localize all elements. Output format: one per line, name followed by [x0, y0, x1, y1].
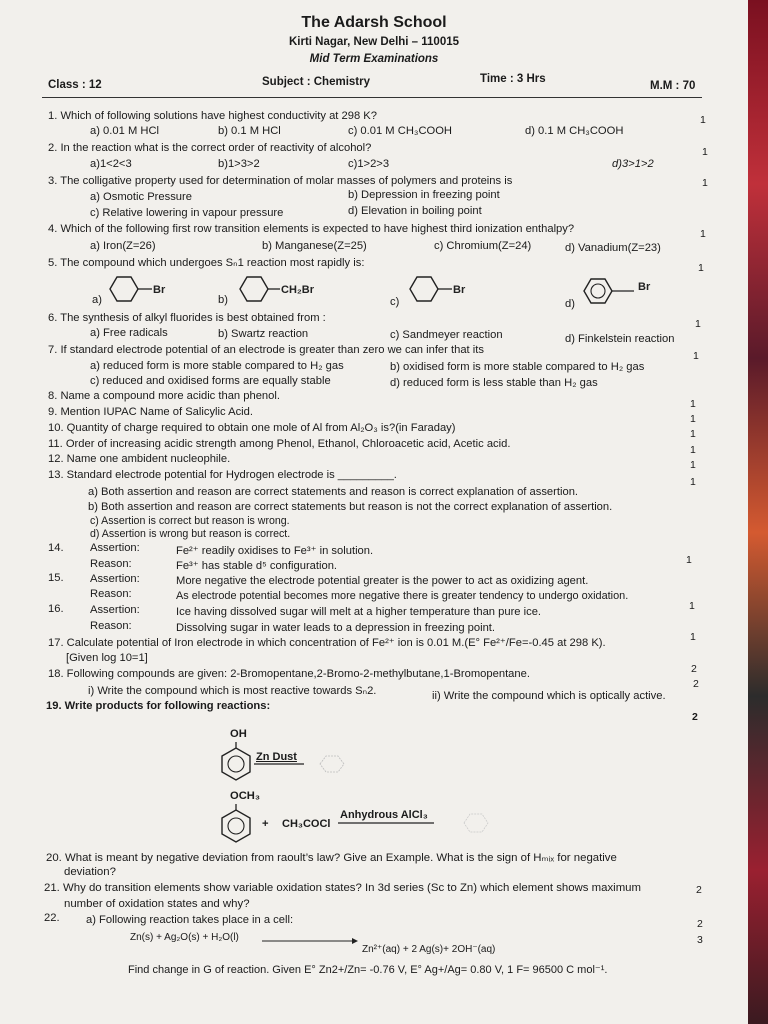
q15-number: 15. [48, 572, 64, 584]
sketch-mark-icon [314, 752, 350, 776]
q22-marks-a: 2 [697, 918, 703, 930]
q3-option-b: b) Depression in freezing point [348, 189, 500, 201]
q14-reason-text: Fe³⁺ has stable d⁵ configuration. [176, 560, 338, 572]
q5-option-b: b) [218, 294, 228, 306]
q22-reactants: Zn(s) + Ag₂O(s) + H₂O(l) [130, 932, 239, 943]
question-21: 21. Why do transition elements show variable oxidation states? In 3d series (Sc to Zn) which element shows maximum [44, 882, 642, 894]
question-17: 17. Calculate potential of Iron electrode in which concentration of Fe²⁺ ion is 0.01 M.(E° Fe²⁺/Fe=-0.45 at 298 K). [48, 637, 606, 649]
q5-c-substituent: Br [453, 284, 466, 296]
q15-marks: 1 [689, 600, 695, 612]
bromobenzene-structure [578, 274, 668, 308]
question-19: 19. Write products for following reactions: [46, 700, 271, 712]
q7-option-c: c) reduced and oxidised forms are equally stable [90, 375, 331, 387]
q2-option-c: c)1>2>3 [348, 158, 390, 170]
reaction-plus: + [262, 818, 269, 830]
question-9: 9. Mention IUPAC Name of Salicylic Acid. [48, 406, 253, 418]
q22-products: Zn²⁺(aq) + 2 Ag(s)+ 2OH⁻(aq) [362, 944, 496, 955]
school-name: The Adarsh School [301, 14, 447, 31]
question-13: 13. Standard electrode potential for Hydrogen electrode is _________. [48, 469, 397, 481]
question-4: 4. Which of the following first row transition elements is expected to have highest third ionization enthalpy? [48, 223, 575, 235]
q5-option-a: a) [92, 294, 102, 306]
max-marks-label: M.M : 70 [650, 80, 696, 92]
q1-marks: 1 [700, 114, 706, 126]
q16-reason-label: Reason: [90, 620, 132, 632]
class-label: Class : 12 [48, 79, 102, 91]
question-7: 7. If standard electrode potential of an electrode is greater than zero we can infer that its [48, 344, 484, 356]
q22-part-a: a) Following reaction takes place in a cell: [86, 914, 294, 926]
q18-marks-i: 2 [691, 663, 697, 675]
q6-marks: 1 [695, 318, 701, 330]
q2-option-d: d)3>1>2 [612, 158, 654, 170]
q3-option-a: a) Osmotic Pressure [90, 191, 192, 203]
q15-assertion-text: More negative the electrode potential greater is the power to act as oxidizing agent. [176, 575, 589, 587]
q15-reason-text: As electrode potential becomes more negative there is greater tendency to undergo oxidation. [176, 590, 629, 602]
q1-option-c: c) 0.01 M CH₃COOH [348, 125, 453, 137]
q14-number: 14. [48, 542, 64, 554]
q2-marks: 1 [702, 146, 708, 158]
time-label: Time : 3 Hrs [480, 73, 546, 85]
q5-option-c: c) [390, 296, 400, 308]
q5-a-substituent: Br [153, 284, 166, 296]
q9-marks: 1 [690, 413, 696, 425]
q16-assertion-text: Ice having dissolved sugar will melt at a higher temperature than pure ice. [176, 606, 542, 618]
q14-assertion-text: Fe²⁺ readily oxidises to Fe³⁺ in solution. [176, 545, 374, 557]
cyclohexyl-bromide-structure-c [404, 272, 484, 306]
q7-option-b: b) oxidised form is more stable compared to H₂ gas [390, 361, 645, 373]
q4-option-a: a) Iron(Z=26) [90, 240, 156, 252]
q3-option-c: c) Relative lowering in vapour pressure [90, 207, 284, 219]
q3-marks: 1 [702, 177, 708, 189]
cyclohexyl-bromide-structure [104, 272, 184, 306]
q3-option-d: d) Elevation in boiling point [348, 205, 482, 217]
q5-d-substituent: Br [638, 281, 651, 293]
question-1: 1. Which of following solutions have highest conductivity at 298 K? [48, 110, 377, 122]
cyclohexylmethyl-bromide-structure [234, 272, 344, 306]
q1-option-a: a) 0.01 M HCl [90, 125, 160, 137]
q1-option-b: b) 0.1 M HCl [218, 125, 281, 137]
question-3: 3. The colligative property used for determination of molar masses of polymers and proteins is [48, 175, 513, 187]
q12-marks: 1 [690, 459, 696, 471]
q14-marks: 1 [686, 554, 692, 566]
assertion-option-b: b) Both assertion and reason are correct statements but reason is not the correct explanation of assertion. [88, 501, 613, 513]
q22-find: Find change in G of reaction. Given E° Zn2+/Zn= -0.76 V, E° Ag+/Ag= 0.80 V, 1 F= 96500 C mol⁻¹. [128, 964, 608, 976]
q1-option-d: d) 0.1 M CH₃COOH [525, 125, 624, 137]
header-divider [42, 97, 702, 98]
question-2: 2. In the reaction what is the correct order of reactivity of alcohol? [48, 142, 372, 154]
assertion-option-c: c) Assertion is correct but reason is wrong. [90, 515, 290, 527]
q7-option-a: a) reduced form is more stable compared to H₂ gas [90, 360, 344, 372]
q16-reason-text: Dissolving sugar in water leads to a depression in freezing point. [176, 622, 496, 634]
q10-marks: 1 [690, 428, 696, 440]
q22-number: 22. [44, 912, 60, 924]
assertion-option-d: d) Assertion is wrong but reason is correct. [90, 528, 291, 540]
q5-option-d: d) [565, 298, 575, 310]
q22-marks-b: 3 [697, 934, 703, 946]
reaction-arrow-2 [336, 820, 436, 826]
question-20: 20. What is meant by negative deviation from raoult’s law? Give an Example. What is the sign of Hₘᵢₓ for negative [46, 852, 617, 864]
q16-number: 16. [48, 603, 64, 615]
acetyl-chloride: CH₃COCl [282, 818, 331, 830]
q6-option-c: c) Sandmeyer reaction [390, 329, 503, 341]
question-21-cont: number of oxidation states and why? [64, 898, 250, 910]
q18-part-ii: ii) Write the compound which is optically active. [432, 690, 666, 702]
q14-assertion-label: Assertion: [90, 542, 140, 554]
q8-marks: 1 [690, 398, 696, 410]
question-5: 5. The compound which undergoes Sₙ1 reaction most rapidly is: [48, 257, 365, 269]
q15-assertion-label: Assertion: [90, 573, 140, 585]
q16-marks: 1 [690, 631, 696, 643]
q6-option-a: a) Free radicals [90, 327, 168, 339]
question-10: 10. Quantity of charge required to obtain one mole of Al from Al₂O₃ is?(in Faraday) [48, 422, 456, 434]
q2-option-b: b)1>3>2 [218, 158, 260, 170]
q18-part-i: i) Write the compound which is most reactive towards Sₙ2. [88, 685, 377, 697]
cell-reaction-arrow [262, 936, 358, 946]
q16-assertion-label: Assertion: [90, 604, 140, 616]
sketch-mark-icon-2 [456, 808, 496, 838]
question-20-cont: deviation? [64, 866, 116, 878]
question-12: 12. Name one ambident nucleophile. [48, 453, 231, 465]
q15-reason-label: Reason: [90, 588, 132, 600]
question-11: 11. Order of increasing acidic strength among Phenol, Ethanol, Chloroacetic acid, Acetic acid. [48, 438, 511, 450]
q6-option-d: d) Finkelstein reaction [565, 333, 675, 345]
zn-dust-reagent: Zn Dust [256, 751, 297, 763]
q2-option-a: a)1<2<3 [90, 158, 132, 170]
assertion-option-a: a) Both assertion and reason are correct statements and reason is correct explanation of assertion. [88, 486, 579, 498]
q6-option-b: b) Swartz reaction [218, 328, 309, 340]
anisole-och3-label: OCH₃ [230, 790, 261, 802]
q14-reason-label: Reason: [90, 558, 132, 570]
q13-marks: 1 [690, 476, 696, 488]
fabric-background [748, 0, 768, 1024]
exam-name: Mid Term Examinations [309, 53, 439, 65]
q7-option-d: d) reduced form is less stable than H₂ gas [390, 377, 598, 389]
subject-label: Subject : Chemistry [262, 76, 370, 88]
q19-marks: 2 [692, 711, 698, 723]
phenol-oh-label: OH [230, 728, 247, 740]
q4-option-b: b) Manganese(Z=25) [262, 240, 367, 252]
question-8: 8. Name a compound more acidic than phenol. [48, 390, 280, 402]
question-18: 18. Following compounds are given: 2-Bromopentane,2-Bromo-2-methylbutane,1-Bromopentane. [48, 668, 530, 680]
question-6: 6. The synthesis of alkyl fluorides is best obtained from : [48, 312, 326, 324]
q4-option-c: c) Chromium(Z=24) [434, 240, 532, 252]
q17-given: [Given log 10=1] [66, 652, 148, 664]
q4-marks: 1 [700, 228, 706, 240]
q18-marks-ii: 2 [693, 678, 699, 690]
q21-marks: 2 [696, 884, 702, 896]
alcl3-reagent: Anhydrous AlCl₃ [340, 809, 428, 821]
school-address: Kirti Nagar, New Delhi – 110015 [288, 36, 460, 48]
q7-marks: 1 [693, 350, 699, 362]
q4-option-d: d) Vanadium(Z=23) [565, 242, 661, 254]
anisole-structure [214, 804, 258, 844]
q11-marks: 1 [690, 444, 696, 456]
q5-b-substituent: CH₂Br [281, 284, 314, 296]
q5-marks: 1 [698, 262, 704, 274]
